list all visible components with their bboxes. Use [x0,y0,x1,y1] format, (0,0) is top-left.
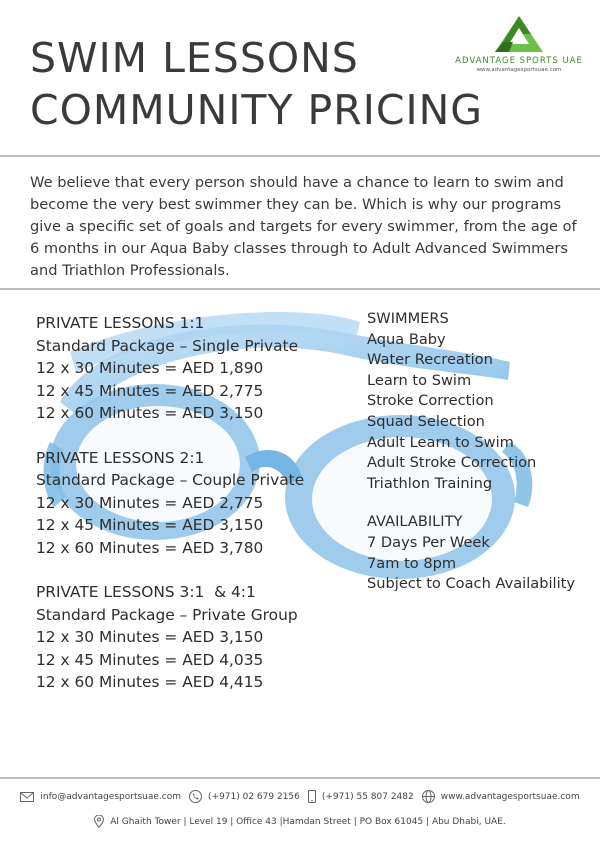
price-line: 12 x 30 Minutes = AED 3,150 [36,628,264,646]
location-pin-icon [94,815,104,828]
swimmer-item: Triathlon Training [367,474,493,492]
swimmer-item: Water Recreation [367,351,493,369]
swimmer-item: Aqua Baby [367,330,446,348]
availability-heading: AVAILABILITY [367,513,463,531]
price-line: 12 x 30 Minutes = AED 1,890 [36,359,264,377]
logo-name: ADVANTAGE SPORTS UAE [455,56,583,66]
package-3 [36,581,366,694]
price-line: 12 x 45 Minutes = AED 4,035 [36,650,264,669]
contact-footer [0,790,600,828]
availability-item: Subject to Coach Availability [367,575,576,593]
swimmer-item: Stroke Correction [367,392,494,410]
package-2 [36,447,366,560]
globe-icon [422,790,435,803]
website-link[interactable]: www.advantagesportsuae.com [440,791,580,802]
price-line: 12 x 45 Minutes = AED 2,775 [36,381,264,400]
package-heading: PRIVATE LESSONS 2:1 [36,448,205,467]
phone-landline[interactable]: (+971) 02 679 2156 [208,791,300,802]
swimmer-item: Adult Learn to Swim [367,433,514,451]
phone-mobile[interactable]: (+971) 55 807 2482 [321,791,414,802]
title-line-2: COMMUNITY PRICING [30,86,484,134]
swimmer-item: Adult Stroke Correction [367,454,537,472]
package-subheading: Standard Package – Couple Private [36,471,305,489]
swimmers-heading: SWIMMERS [367,310,449,327]
mobile-icon [308,790,316,803]
package-subheading: Standard Package – Private Group [36,605,298,624]
swimmers-section [367,309,597,494]
price-line: 12 x 30 Minutes = AED 2,775 [36,493,264,512]
email-icon [20,792,34,802]
swimmer-item: Learn to Swim [367,371,472,389]
package-subheading: Standard Package – Single Private [36,336,299,355]
intro-paragraph: We believe that every person should have a chance to learn to swim and become the very best swimmer they can be. Which is why our programs give a specific set of goals and targets for every swimmer, from the age of 6 months in our Aqua Baby classes through to Adult Advanced Swimmers and Triathlon Professionals. [30,174,577,279]
divider-middle [0,288,600,290]
page-title [30,32,483,136]
price-line: 12 x 60 Minutes = AED 4,415 [36,673,264,691]
package-1 [36,312,366,425]
email-link[interactable]: info@advantagesportsuae.com [40,791,182,802]
divider-footer [0,777,600,779]
availability-item: 7am to 8pm [367,554,457,572]
triangle-logo-icon [493,14,545,54]
brand-logo [446,14,592,73]
phone-icon [189,790,202,803]
package-heading: PRIVATE LESSONS 1:1 [36,314,205,332]
availability-section [367,512,597,594]
package-heading: PRIVATE LESSONS 3:1 & 4:1 [36,583,256,601]
price-line: 12 x 60 Minutes = AED 3,150 [36,404,264,422]
swimmer-item: Squad Selection [367,412,485,430]
logo-url: www.advantagesportsuae.com [476,67,562,73]
address-text: Al Ghaith Tower | Level 19 | Office 43 |Hamdan Street | PO Box 61045 | Abu Dhabi, UAE. [110,816,506,827]
packages-column [36,312,366,716]
divider-top [0,155,600,157]
availability-item: 7 Days Per Week [367,533,490,551]
info-column [367,309,597,613]
price-line: 12 x 45 Minutes = AED 3,150 [36,516,264,534]
price-line: 12 x 60 Minutes = AED 3,780 [36,538,264,557]
title-line-1: SWIM LESSONS [30,34,359,82]
